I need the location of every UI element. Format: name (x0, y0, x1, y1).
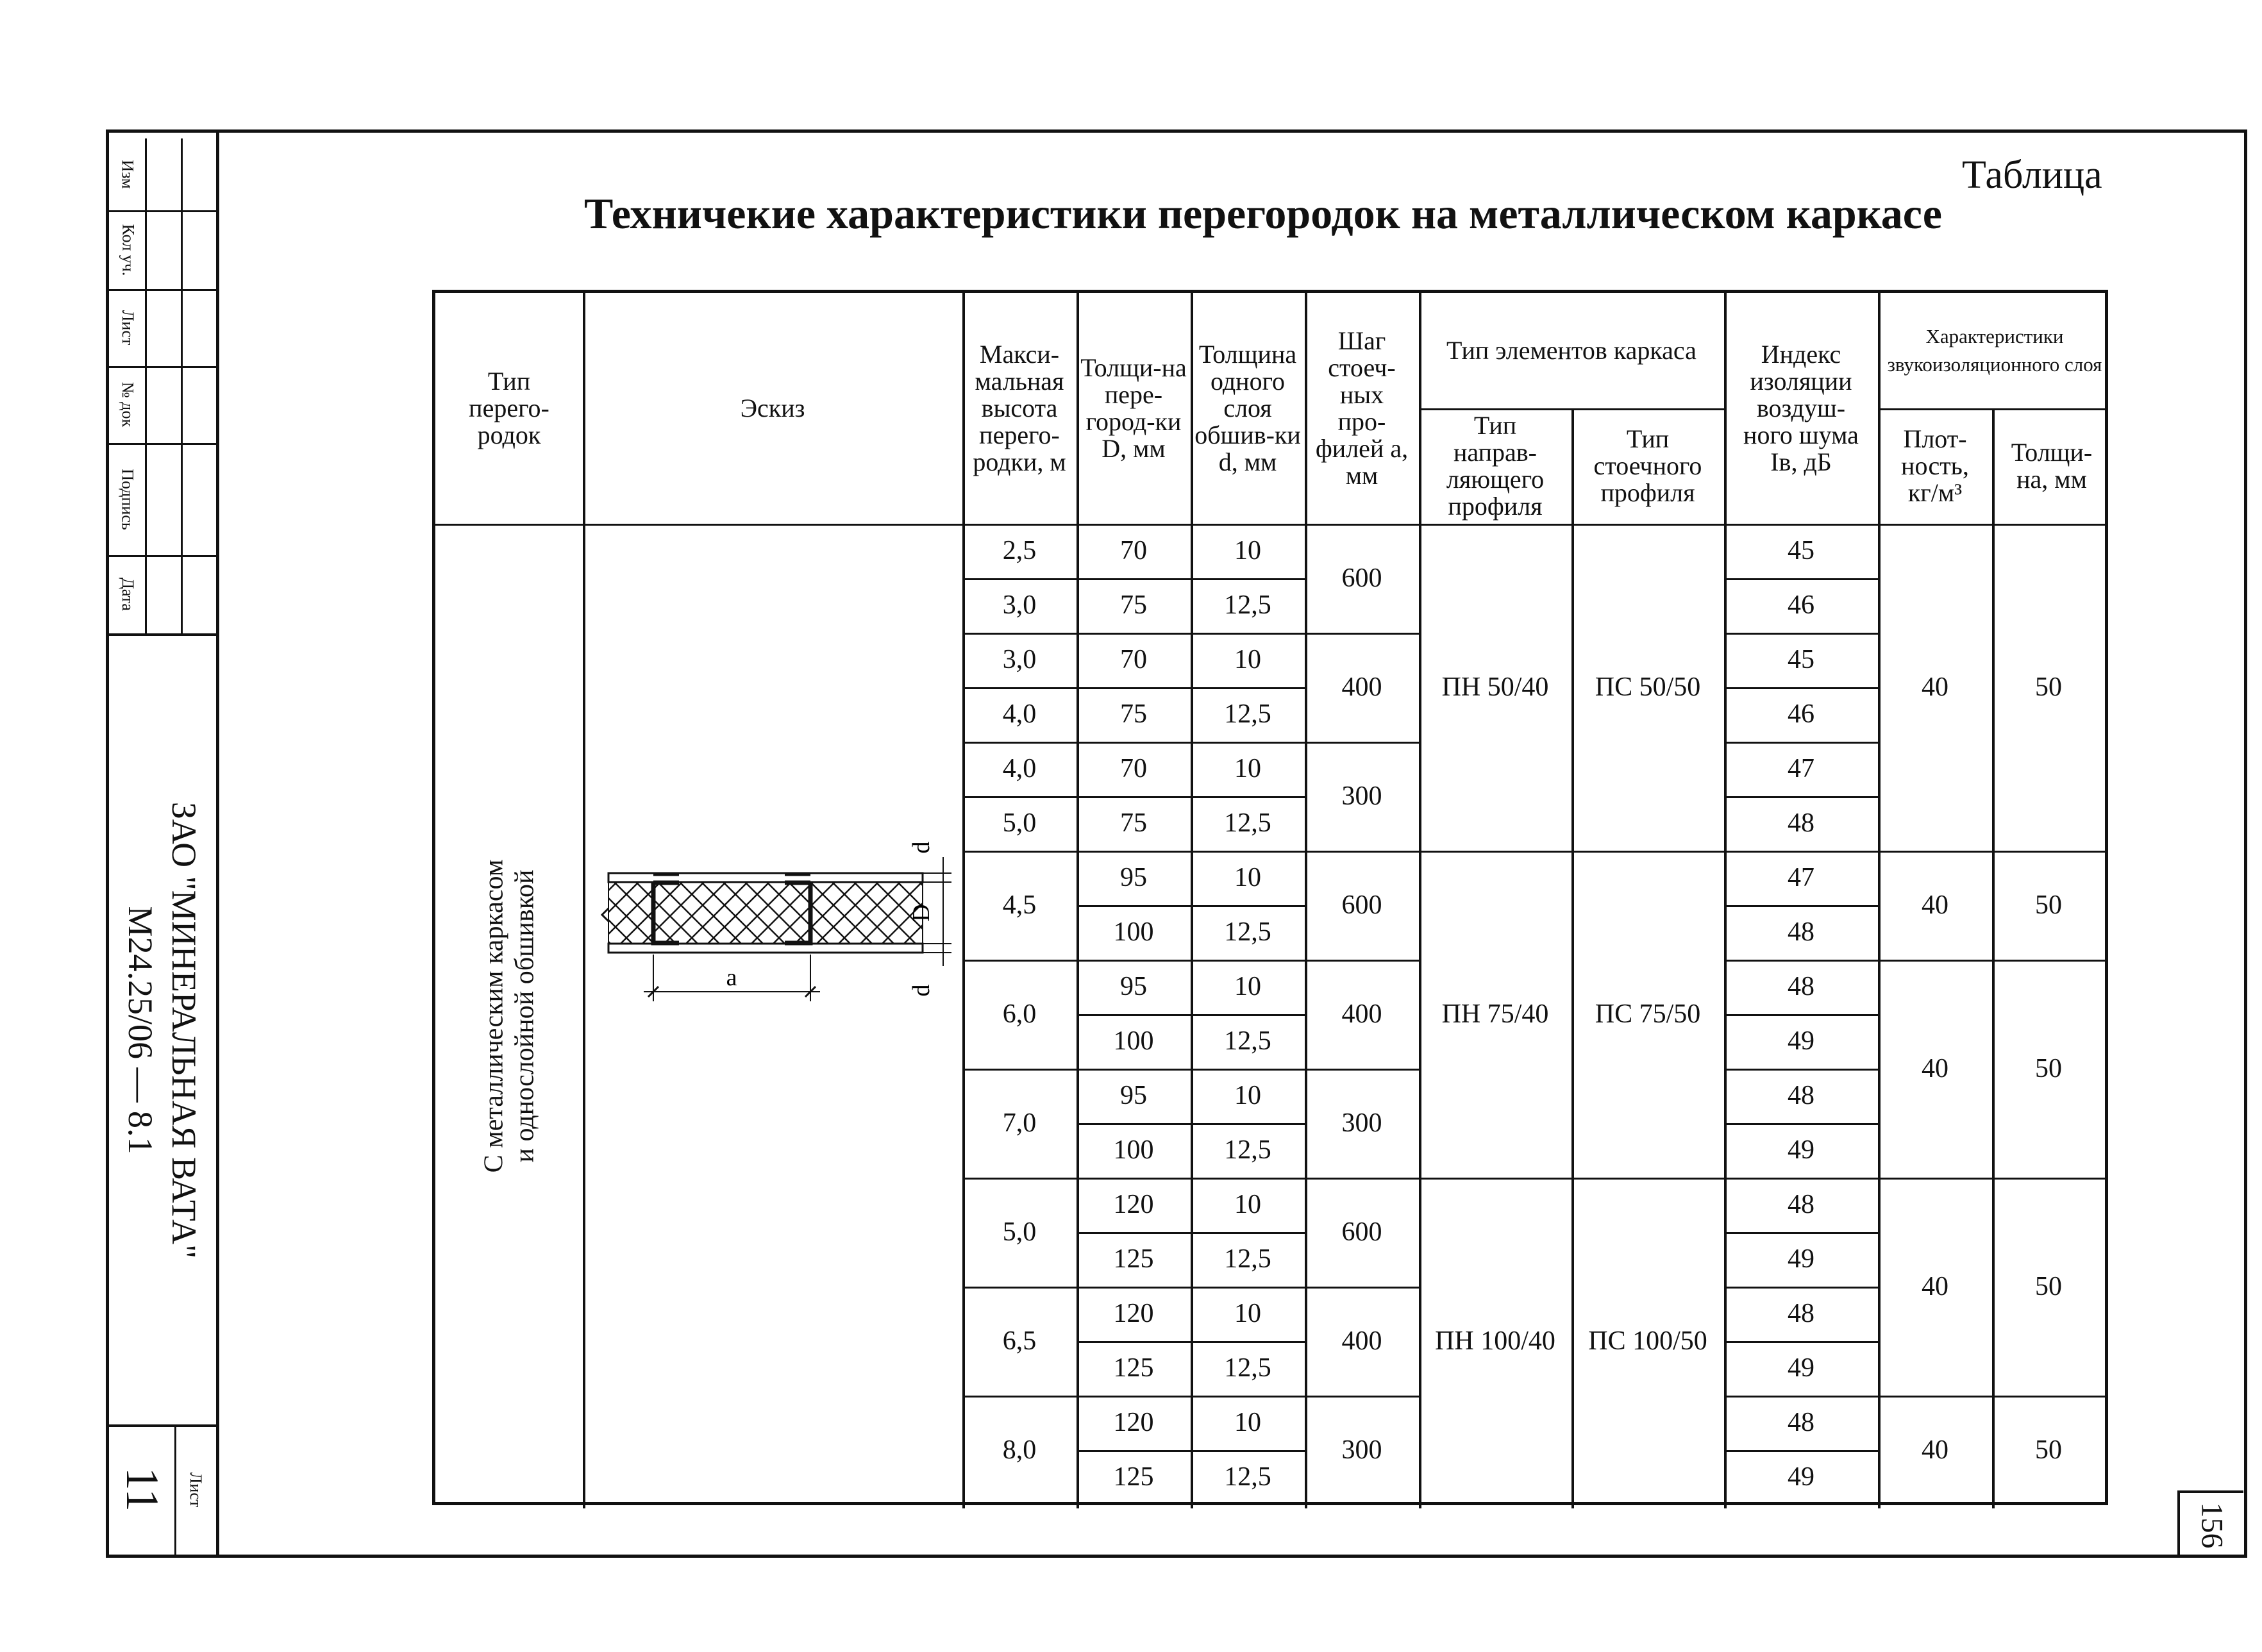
cell-thickness-D: 75 (1120, 590, 1147, 620)
cell-sheathing-d: 10 (1234, 1408, 1261, 1437)
cell-sheathing-d: 12,5 (1224, 808, 1271, 838)
header-partition-type: Тип перего-родок (469, 367, 549, 449)
cell-layer-thickness: 50 (2035, 890, 2062, 920)
cell-thickness-D: 100 (1113, 917, 1154, 947)
cell-sheathing-d: 10 (1234, 972, 1261, 1001)
cell-thickness-D: 95 (1120, 1081, 1147, 1110)
cell-density: 40 (1922, 1271, 1948, 1301)
stamp-label-izm: Изм (118, 160, 137, 189)
header-layer-thickness: Толщи-на, мм (2011, 438, 2093, 494)
cell-thickness-D: 75 (1120, 808, 1147, 838)
cell-sound-index: 46 (1788, 699, 1814, 729)
document-code-block (109, 636, 216, 1424)
cell-stud-spacing: 400 (1341, 672, 1382, 702)
header-max-height: Макси-мальная высота перего-родки, м (973, 340, 1066, 476)
cell-density: 40 (1922, 672, 1948, 702)
sheet-label: Лист (186, 1472, 205, 1507)
stamp-divider (181, 138, 183, 633)
cell-stud-profile: ПС 75/50 (1595, 999, 1701, 1029)
cell-max-height: 6,0 (1002, 999, 1037, 1029)
header-sheathing-d: Толщина одного слоя обшив-ки d, мм (1194, 340, 1301, 476)
partition-type-line: С металлическим каркасом (479, 859, 509, 1173)
cell-sound-index: 48 (1788, 917, 1814, 947)
cell-stud-spacing: 300 (1341, 1108, 1382, 1138)
cell-sheathing-d: 12,5 (1224, 917, 1271, 947)
cell-thickness-D: 120 (1113, 1190, 1154, 1219)
cell-sound-index: 48 (1788, 1081, 1814, 1110)
cell-guide-profile: ПН 50/40 (1441, 672, 1549, 702)
cell-sheathing-d: 10 (1234, 754, 1261, 783)
revision-stamp (109, 138, 216, 633)
sketch-label-D: D (908, 904, 935, 922)
cell-thickness-D: 95 (1120, 972, 1147, 1001)
cell-max-height: 4,5 (1002, 890, 1037, 920)
sketch-label-a: a (726, 964, 737, 991)
sketch-label-d-top: d (908, 841, 935, 854)
cell-layer-thickness: 50 (2035, 1053, 2062, 1083)
cell-stud-profile: ПС 100/50 (1588, 1326, 1707, 1356)
cell-max-height: 3,0 (1002, 645, 1037, 674)
cell-max-height: 6,5 (1002, 1326, 1037, 1356)
cell-guide-profile: ПН 100/40 (1435, 1326, 1555, 1356)
cell-max-height: 5,0 (1002, 1217, 1037, 1247)
header-insulation: Характеристики звукоизоляционного слоя (1887, 325, 2102, 376)
cell-max-height: 7,0 (1002, 1108, 1037, 1138)
frame-stamp-divider (216, 133, 219, 1555)
cell-density: 40 (1922, 1053, 1948, 1083)
stamp-label-doc-no: № док (119, 381, 138, 428)
cell-thickness-D: 100 (1113, 1026, 1154, 1056)
header-sound-index: Индекс изоляции воздуш-ного шума Iв, дБ (1743, 340, 1859, 476)
cell-sound-index: 48 (1788, 808, 1814, 838)
cell-stud-spacing: 600 (1341, 1217, 1382, 1247)
cell-sound-index: 49 (1788, 1244, 1814, 1274)
stamp-label-list: Лист (119, 310, 138, 346)
cell-stud-spacing: 300 (1341, 781, 1382, 811)
page-number: 156 (2177, 1490, 2243, 1557)
cell-sheathing-d: 12,5 (1224, 1462, 1271, 1492)
cell-thickness-D: 120 (1113, 1299, 1154, 1328)
cell-thickness-D: 100 (1113, 1135, 1154, 1165)
cell-thickness-D: 125 (1113, 1353, 1154, 1383)
cell-sound-index: 49 (1788, 1353, 1814, 1383)
cell-sheathing-d: 10 (1234, 536, 1261, 565)
cell-density: 40 (1922, 890, 1948, 920)
cell-sound-index: 49 (1788, 1462, 1814, 1492)
cell-thickness-D: 120 (1113, 1408, 1154, 1437)
cell-thickness-D: 70 (1120, 645, 1147, 674)
stamp-label-date: Дата (118, 578, 137, 611)
partition-sketch (583, 524, 962, 1508)
specification-table (432, 290, 2108, 1505)
cell-sound-index: 47 (1788, 863, 1814, 892)
cell-thickness-D: 95 (1120, 863, 1147, 892)
cell-max-height: 8,0 (1002, 1435, 1037, 1465)
document-code: М24.25/06 — 8.1 (121, 906, 160, 1155)
cell-sound-index: 49 (1788, 1026, 1814, 1056)
cell-max-height: 2,5 (1002, 536, 1037, 565)
cell-max-height: 4,0 (1002, 699, 1037, 729)
cell-stud-profile: ПС 50/50 (1595, 672, 1701, 702)
cell-stud-spacing: 400 (1341, 1326, 1382, 1356)
cell-sheathing-d: 12,5 (1224, 590, 1271, 620)
cell-sound-index: 48 (1788, 1299, 1814, 1328)
cell-sheathing-d: 10 (1234, 1299, 1261, 1328)
header-frame-elements: Тип элементов каркаса (1446, 336, 1696, 365)
cell-stud-spacing: 300 (1341, 1435, 1382, 1465)
partition-type-value (435, 524, 583, 1508)
cell-sound-index: 49 (1788, 1135, 1814, 1165)
header-thickness-D: Толщи-на пере-город-ки D, мм (1080, 353, 1187, 463)
cell-stud-spacing: 400 (1341, 999, 1382, 1029)
cell-thickness-D: 70 (1120, 536, 1147, 565)
cell-sheathing-d: 12,5 (1224, 1135, 1271, 1165)
cell-stud-spacing: 600 (1341, 890, 1382, 920)
cell-layer-thickness: 50 (2035, 1435, 2062, 1465)
cell-density: 40 (1922, 1435, 1948, 1465)
cell-thickness-D: 70 (1120, 754, 1147, 783)
cell-max-height: 3,0 (1002, 590, 1037, 620)
cell-sound-index: 48 (1788, 1190, 1814, 1219)
company-name: ЗАО "МИНЕРАЛЬНАЯ ВАТА" (165, 801, 204, 1259)
sketch-label-d-bottom: d (908, 984, 935, 997)
cell-sound-index: 46 (1788, 590, 1814, 620)
cell-sheathing-d: 10 (1234, 863, 1261, 892)
cell-sheathing-d: 10 (1234, 645, 1261, 674)
header-guide-profile: Тип направ-ляющего профиля (1446, 411, 1545, 521)
cell-sheathing-d: 12,5 (1224, 1244, 1271, 1274)
header-stud-spacing: Шаг стоеч-ных про-филей а, мм (1315, 326, 1409, 490)
cell-sheathing-d: 10 (1234, 1190, 1261, 1219)
cell-stud-spacing: 600 (1341, 563, 1382, 593)
cell-thickness-D: 125 (1113, 1244, 1154, 1274)
sheet-number: 11 (117, 1467, 169, 1512)
partition-type-line: и однослойной обшивкой (510, 869, 540, 1163)
cell-layer-thickness: 50 (2035, 672, 2062, 702)
cell-thickness-D: 125 (1113, 1462, 1154, 1492)
cell-thickness-D: 75 (1120, 699, 1147, 729)
header-density: Плот-ность, кг/м³ (1901, 424, 1969, 507)
stamp-label-signature: Подпись (119, 468, 138, 530)
cell-sound-index: 48 (1788, 1408, 1814, 1437)
cell-sound-index: 45 (1788, 536, 1814, 565)
stamp-label-kol-uch: Кол уч. (119, 224, 138, 276)
cell-max-height: 4,0 (1002, 754, 1037, 783)
cell-guide-profile: ПН 75/40 (1441, 999, 1549, 1029)
cell-max-height: 5,0 (1002, 808, 1037, 838)
header-stud-profile: Тип стоечного профиля (1593, 424, 1702, 507)
cell-layer-thickness: 50 (2035, 1271, 2062, 1301)
cell-sound-index: 45 (1788, 645, 1814, 674)
cell-sheathing-d: 12,5 (1224, 1353, 1271, 1383)
cell-sheathing-d: 12,5 (1224, 699, 1271, 729)
header-sketch: Эскиз (740, 394, 805, 422)
cell-sound-index: 47 (1788, 754, 1814, 783)
cell-sound-index: 48 (1788, 972, 1814, 1001)
cell-sheathing-d: 12,5 (1224, 1026, 1271, 1056)
page-title: Техничекие характеристики перегородок на металлическом каркасе (584, 189, 1942, 238)
cell-sheathing-d: 10 (1234, 1081, 1261, 1110)
table-label: Таблица (1962, 153, 2102, 197)
stamp-divider (145, 138, 147, 633)
